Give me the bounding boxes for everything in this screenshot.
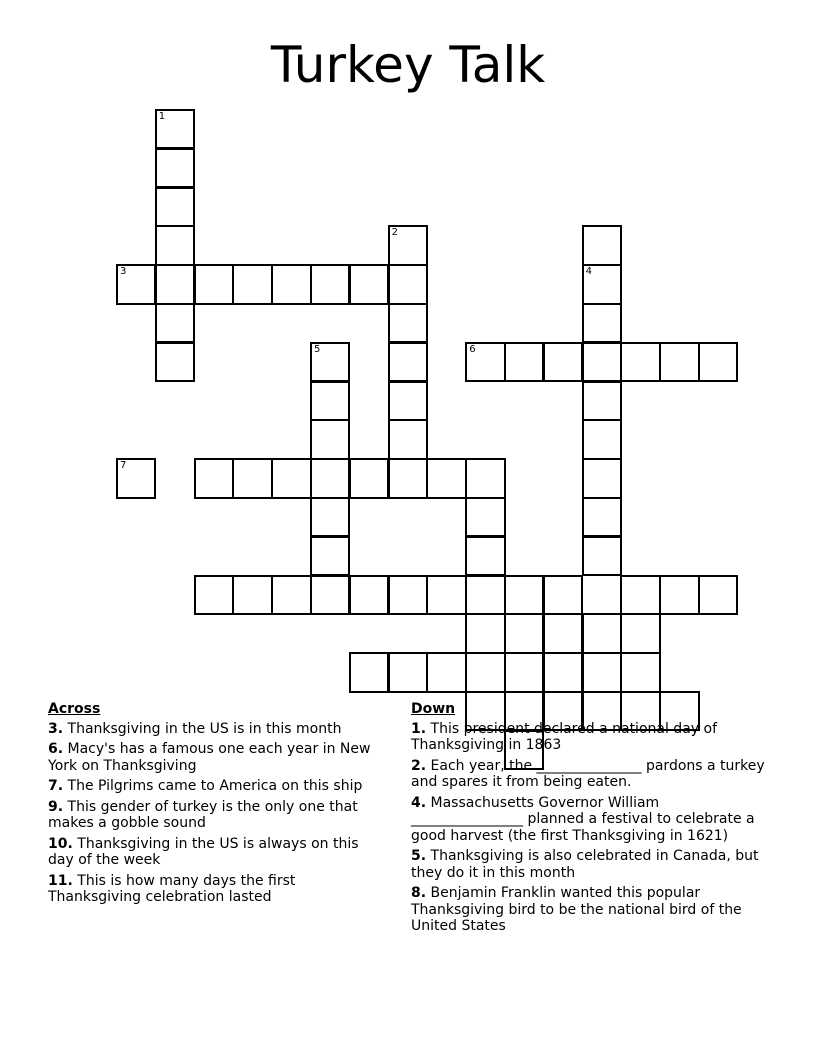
- grid-cell[interactable]: [465, 652, 505, 692]
- grid-cell[interactable]: [620, 613, 660, 653]
- clue-number: 10.: [48, 835, 73, 852]
- grid-cell[interactable]: [388, 225, 428, 265]
- grid-cell[interactable]: [582, 381, 622, 421]
- clue-text: Each year, the _______________ pardons a turkey and spares it from being eaten.: [411, 757, 765, 790]
- clue-text: Thanksgiving is also celebrated in Canada, but they do it in this month: [411, 848, 759, 881]
- clue-across-3: [48, 721, 388, 738]
- down-heading: Down: [411, 701, 456, 717]
- grid-cell[interactable]: [155, 225, 195, 265]
- grid-cell[interactable]: [504, 613, 544, 653]
- clue-text: Benjamin Franklin wanted this popular Thanksgiving bird to be the national bird of the United States: [411, 885, 742, 934]
- clue-text: This president declared a national day of Thanksgiving in 1863: [411, 720, 717, 753]
- cell-number: 5: [314, 343, 321, 355]
- clue-text: Thanksgiving in the US is always on this day of the week: [48, 835, 359, 868]
- grid-cell[interactable]: [659, 342, 699, 382]
- grid-cell[interactable]: [155, 148, 195, 188]
- grid-cell[interactable]: [620, 342, 660, 382]
- across-clues: [48, 701, 388, 910]
- grid-cell[interactable]: [388, 381, 428, 421]
- clue-across-6: [48, 741, 388, 774]
- grid-cell[interactable]: [388, 419, 428, 459]
- grid-cell[interactable]: [698, 342, 738, 382]
- grid-cell[interactable]: [620, 575, 660, 615]
- grid-cell[interactable]: [543, 652, 583, 692]
- clue-across-7: [48, 778, 388, 795]
- grid-cell[interactable]: [310, 497, 350, 537]
- clue-number: 4.: [411, 794, 427, 811]
- grid-cell[interactable]: [388, 303, 428, 343]
- clue-across-10: [48, 836, 388, 869]
- grid-cell[interactable]: [116, 264, 156, 304]
- grid-cell[interactable]: [388, 342, 428, 382]
- grid-cell[interactable]: [155, 264, 195, 304]
- grid-cell[interactable]: [232, 575, 272, 615]
- grid-cell[interactable]: [271, 458, 311, 498]
- grid-cell[interactable]: [232, 458, 272, 498]
- grid-cell[interactable]: [582, 264, 622, 304]
- across-heading: Across: [48, 701, 101, 717]
- grid-cell[interactable]: [426, 652, 466, 692]
- grid-cell[interactable]: [388, 575, 428, 615]
- clue-text: This gender of turkey is the only one that makes a gobble sound: [48, 798, 358, 831]
- grid-cell[interactable]: [310, 458, 350, 498]
- grid-cell[interactable]: [194, 458, 234, 498]
- grid-cell[interactable]: [582, 303, 622, 343]
- grid-cell[interactable]: [582, 497, 622, 537]
- grid-cell[interactable]: [426, 458, 466, 498]
- clue-number: 6.: [48, 741, 64, 757]
- grid-cell[interactable]: [465, 458, 505, 498]
- puzzle-title: Turkey Talk: [270, 36, 546, 94]
- clue-number: 8.: [411, 885, 427, 901]
- grid-cell[interactable]: [310, 342, 350, 382]
- grid-cell[interactable]: [465, 613, 505, 653]
- grid-cell[interactable]: [504, 652, 544, 692]
- clue-text: The Pilgrims came to America on this ship: [67, 778, 363, 794]
- clue-number: 9.: [48, 798, 64, 815]
- clue-text: Thanksgiving in the US is in this month: [67, 720, 342, 737]
- clue-text: Macy's has a famous one each year in New York on Thanksgiving: [48, 741, 371, 774]
- cell-number: 6: [469, 343, 476, 355]
- grid-cell[interactable]: [388, 458, 428, 498]
- grid-cell[interactable]: [310, 575, 350, 615]
- clue-number: 5.: [411, 848, 427, 864]
- grid-cell[interactable]: [582, 652, 622, 692]
- cell-number: 2: [391, 227, 398, 239]
- clue-number: 1.: [411, 720, 427, 737]
- grid-cell[interactable]: [504, 575, 544, 615]
- down-clues: [411, 701, 771, 939]
- grid-cell[interactable]: [620, 652, 660, 692]
- clue-number: 2.: [411, 757, 427, 774]
- clue-number: 7.: [48, 778, 64, 794]
- grid-cell[interactable]: [582, 419, 622, 459]
- clue-across-9: [48, 799, 388, 832]
- grid-cell[interactable]: [698, 575, 738, 615]
- grid-cell[interactable]: [582, 613, 622, 653]
- grid-cell[interactable]: [465, 342, 505, 382]
- grid-cell[interactable]: [543, 342, 583, 382]
- grid-cell[interactable]: [155, 187, 195, 227]
- grid-cell[interactable]: [271, 575, 311, 615]
- cell-number: 1: [158, 111, 166, 122]
- clue-down-2: [411, 758, 771, 791]
- grid-cell[interactable]: [582, 342, 622, 382]
- grid-cell[interactable]: [232, 264, 272, 304]
- grid-cell[interactable]: [155, 342, 195, 382]
- grid-cell[interactable]: [349, 264, 389, 304]
- grid-cell[interactable]: [310, 381, 350, 421]
- grid-cell[interactable]: [349, 652, 389, 692]
- grid-cell[interactable]: [543, 613, 583, 653]
- grid-cell[interactable]: [116, 458, 156, 498]
- grid-cell[interactable]: [426, 575, 466, 615]
- grid-cell[interactable]: [271, 264, 311, 304]
- clue-down-5: [411, 848, 771, 881]
- grid-cell[interactable]: [388, 264, 428, 304]
- clue-number: 11.: [48, 872, 73, 889]
- grid-cell[interactable]: [504, 342, 544, 382]
- grid-cell[interactable]: [310, 419, 350, 459]
- grid-cell[interactable]: [543, 575, 583, 615]
- clue-text: Massachusetts Governor William ________________ planned a festival to celebrate a good harvest (the first Thanksgiving in 1621): [411, 794, 755, 844]
- grid-cell[interactable]: [349, 575, 389, 615]
- grid-cell[interactable]: [310, 536, 350, 576]
- grid-cell[interactable]: [310, 264, 350, 304]
- grid-cell[interactable]: [465, 536, 505, 576]
- grid-cell[interactable]: [659, 575, 699, 615]
- grid-cell[interactable]: [155, 303, 195, 343]
- grid-cell[interactable]: [349, 458, 389, 498]
- clue-across-11: [48, 873, 388, 906]
- clue-text: This is how many days the first Thanksgiving celebration lasted: [48, 872, 296, 905]
- cell-number: 4: [585, 266, 592, 278]
- clue-down-8: [411, 885, 771, 935]
- cell-number: 7: [120, 460, 127, 472]
- grid-cell[interactable]: [582, 225, 622, 265]
- clue-down-4: [411, 795, 771, 845]
- grid-cell[interactable]: [465, 497, 505, 537]
- grid-cell[interactable]: [582, 536, 622, 576]
- grid-cell[interactable]: [388, 652, 428, 692]
- cell-number: 3: [120, 266, 127, 278]
- clue-number: 3.: [48, 720, 64, 737]
- grid-cell[interactable]: [582, 458, 622, 498]
- clue-down-1: [411, 721, 771, 754]
- grid-cell[interactable]: [194, 264, 234, 304]
- grid-cell[interactable]: [194, 575, 234, 615]
- grid-cell[interactable]: [465, 575, 505, 615]
- grid-cell[interactable]: [155, 109, 195, 149]
